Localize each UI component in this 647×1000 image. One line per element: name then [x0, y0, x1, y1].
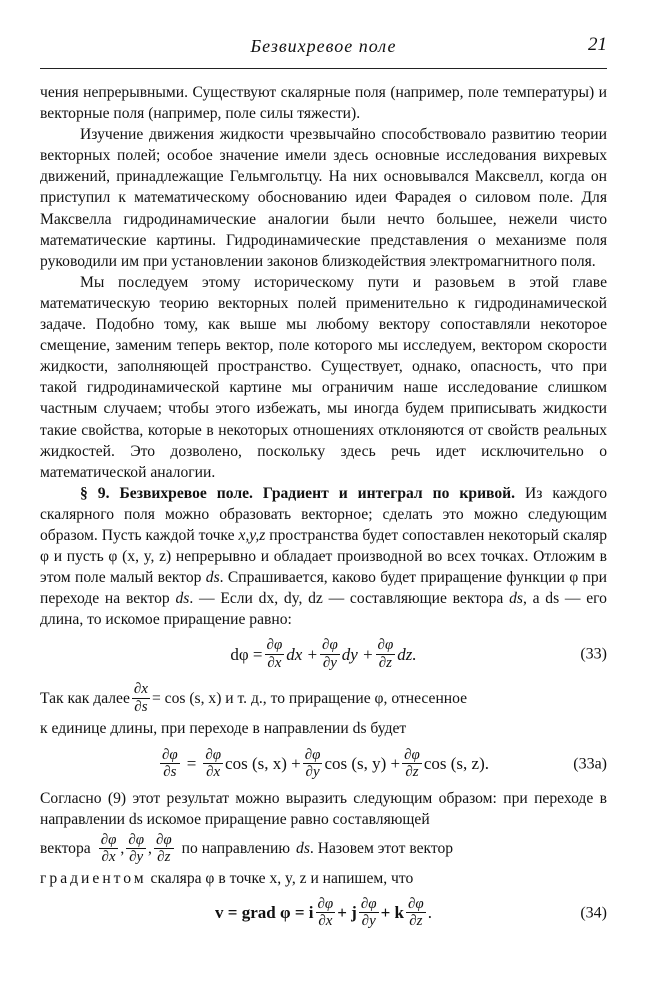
paragraph-4-text-c: . Спрашивается, каково будет приращение функции φ при переходе на вектор: [40, 569, 608, 608]
eq34-lhs: v = grad φ = i: [215, 903, 314, 923]
frac-den: ∂y: [361, 913, 376, 930]
p8-comma-2: ,: [148, 840, 152, 858]
paragraph-4: [40, 483, 607, 631]
eq33-frac-z: [376, 637, 396, 671]
frac-num: ∂φ: [360, 895, 377, 912]
eq33-term-1: dx +: [286, 644, 319, 664]
paragraph-6: к единице длины, при переходе в направлении ds будет: [40, 720, 407, 738]
paragraph-5-text-a: Так как далее: [40, 689, 130, 707]
frac-num: ∂φ: [407, 895, 424, 912]
frac-den: ∂x: [206, 764, 221, 781]
paragraph-5: [40, 678, 607, 718]
page-header: [40, 30, 607, 60]
section-number: § 9.: [80, 484, 110, 502]
frac-num: ∂φ: [266, 637, 283, 654]
paragraph-7: Согласно (9) этот результат можно выразить следующим образом: при переходе в направлении ds искомое приращение равно составляющей: [40, 789, 607, 828]
frac-den: ∂z: [157, 849, 171, 866]
paragraph-8-text-a: вектора: [40, 840, 91, 858]
paragraph-4-text-b: пространства будет сопоставлен некоторый скаляр φ и пусть φ (x, y, z) непрерывно и обладает производной во всех точках. Отложим в этом поле малый вектор: [40, 526, 607, 587]
eq33a-label: (33a): [573, 754, 607, 772]
p8-frac-y: [126, 832, 146, 866]
header-rule: [40, 68, 607, 69]
eq33a-term-2: cos (s, y) +: [324, 753, 401, 773]
paragraph-9-text-b: скаляра φ в точке x, y, z и напишем, что: [150, 869, 414, 887]
paragraph-1: чения непрерывными. Существуют скалярные поля (например, поле температуры) и векторные поля (например, поле силы тяжести).: [40, 84, 607, 123]
eq33a-term-1: cos (s, x) +: [225, 753, 301, 773]
frac-den: ∂s: [134, 698, 148, 715]
equation-33: [40, 630, 607, 678]
frac-den: ∂z: [378, 654, 393, 671]
eq33a-equals: =: [186, 753, 197, 773]
paragraph-9: [40, 868, 607, 889]
frac-den: ∂x: [101, 849, 116, 866]
page-number: 21: [588, 34, 607, 55]
p8-frac-z: [154, 832, 174, 866]
frac-num: ∂x: [133, 681, 148, 698]
eq33a-frac-y: [303, 747, 323, 781]
p5-frac: [132, 681, 150, 715]
frac-den: ∂x: [318, 913, 333, 930]
paragraph-8-ds: ds: [296, 840, 310, 858]
frac-num: ∂φ: [317, 895, 334, 912]
paragraph-4-text-e: , а ds — его длина, то искомое приращение равно:: [40, 590, 607, 629]
eq33a-term-3: cos (s, z).: [423, 753, 489, 773]
frac-num: ∂φ: [322, 637, 338, 654]
paragraph-2: Изучение движения жидкости чрезвычайно способствовало развитию теории векторных полей; особое значение имели здесь основные исследования вихревых движений, принадлежащие Гельмгольтцу. На них основывался Максвелл, когда он приступил к математическому обоснованию идеи Фарадея о силовом поле. Для Максвелла гидродинамические аналогии были нечто большее, нежели чисто математические картины. Гидродинамические представления о механизме поля руководили им при установлении законов близкодействия электромагнитного поля.: [40, 126, 607, 270]
eq34-label: (34): [580, 904, 607, 922]
eq33-frac-y: [320, 637, 340, 671]
eq34-frac-x: [316, 896, 336, 930]
eq34-end: .: [427, 903, 432, 923]
paragraph-4-xyz: x,y,z: [238, 526, 266, 544]
paragraph-8-text-c: . Назовем этот вектор: [309, 840, 454, 858]
eq33-term-3: dz.: [397, 644, 417, 664]
paragraph-8: [40, 830, 607, 868]
paragraph-4-text-a: Из каждого скалярного поля можно образовать векторное; сделать это можно следующим образом. Пусть каждой точке: [40, 484, 608, 544]
p8-frac-x: [99, 832, 119, 866]
term-gradient: градиентом: [40, 869, 147, 887]
equation-34: [40, 889, 607, 937]
paragraph-8-text-b: по направлению: [181, 840, 291, 858]
paragraph-4-ds-1: ds: [205, 569, 220, 587]
paragraph-4-text-d: . — Если dx, dy, dz — составляющие вектора: [189, 590, 504, 608]
eq33a-frac-s: [160, 747, 180, 781]
eq33-frac-x: [265, 637, 285, 671]
paragraph-4-ds-3: ds: [509, 590, 523, 608]
p8-comma-1: ,: [120, 840, 125, 858]
eq34-k: + k: [380, 903, 404, 923]
eq33-term-2: dy +: [341, 644, 374, 664]
eq34-frac-y: [359, 896, 379, 930]
frac-den: ∂z: [409, 913, 423, 930]
eq33-lhs: dφ =: [230, 644, 263, 664]
body-text: [40, 82, 607, 937]
eq33a-frac-z: [402, 747, 422, 781]
frac-den: ∂y: [322, 654, 337, 671]
frac-den: ∂x: [267, 654, 282, 671]
frac-num: ∂φ: [128, 831, 145, 848]
frac-num: ∂φ: [155, 831, 172, 848]
eq33-label: (33): [580, 645, 607, 663]
frac-den: ∂s: [163, 764, 177, 781]
section-title: Безвихревое поле. Градиент и интеграл по кривой.: [119, 484, 516, 502]
paragraph-5-text-b: = cos (s, x) и т. д., то приращение φ, отнесенное: [151, 689, 468, 707]
frac-den: ∂z: [405, 764, 419, 781]
frac-num: ∂φ: [100, 831, 117, 848]
frac-den: ∂y: [129, 849, 144, 866]
eq34-j: + j: [337, 903, 357, 923]
eq34-frac-z: [406, 896, 426, 930]
paragraph-3: Мы последуем этому историческому пути и разовьем в этой главе математическую теорию векторных полей применительно к гидродинамической задаче. Подобно тому, как выше мы любому вектору сопоставляли некоторое смещение, заменим теперь вектор, поле которого мы исследуем, вектором скорости жидкости, заполняющей пространство. Существует, однако, опасность, что при такой гидродинамической картине мы ограничим наше исследование слишком частным случаем; чтобы этого избежать, мы иногда будем приписывать жидкости такие свойства, которые в некоторых отношениях отклоняются от свойств реальных жидкостей. Это дозволено, поскольку здесь речь идет исключительно о математической аналогии.: [40, 273, 607, 481]
frac-num: ∂φ: [304, 746, 321, 763]
frac-num: ∂φ: [205, 746, 222, 763]
frac-den: ∂y: [305, 764, 320, 781]
frac-num: ∂φ: [404, 746, 420, 763]
frac-num: ∂φ: [377, 637, 394, 654]
paragraph-4-ds-2: ds: [175, 590, 190, 608]
equation-33a: [40, 740, 607, 788]
frac-num: ∂φ: [162, 746, 178, 763]
running-head: Безвихревое поле: [250, 36, 397, 56]
eq33a-frac-x: [203, 747, 223, 781]
